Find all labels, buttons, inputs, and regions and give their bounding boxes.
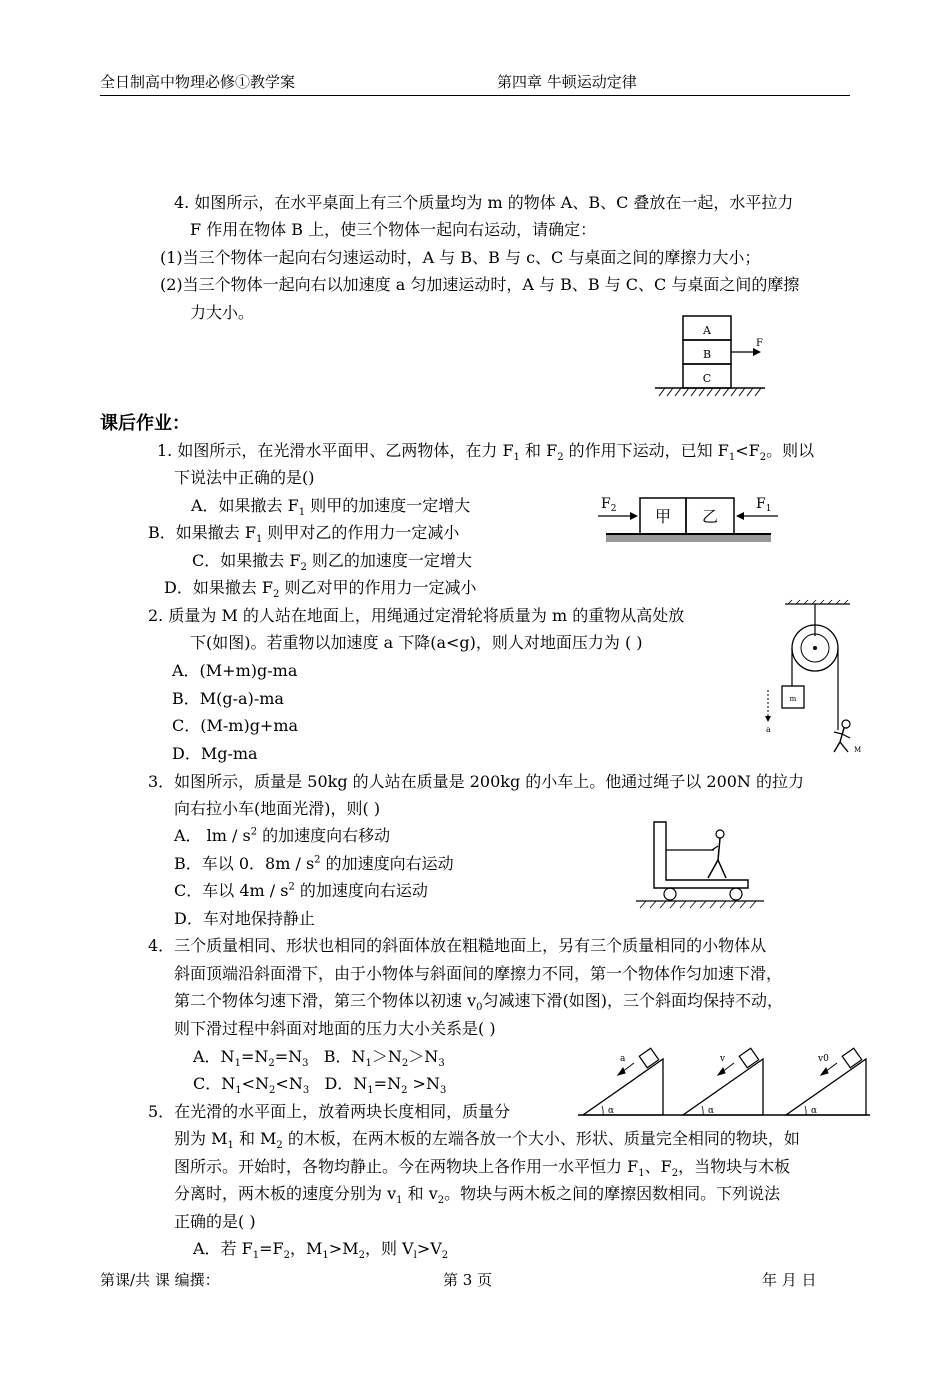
hw-q5-line1: 5．在光滑的水平面上，放着两块长度相同，质量分 — [148, 1102, 511, 1121]
homework-title: 课后作业： — [100, 413, 190, 434]
two-blocks-figure — [598, 492, 773, 552]
f1-label: $F_1$ — [756, 496, 772, 514]
footer-date: 年 月 日 — [762, 1271, 817, 1289]
block-b-label: B — [702, 348, 712, 361]
accel-a-label: a — [766, 725, 771, 734]
q4-line4: (2)当三个物体一起向右以加速度 a 匀加速运动时，A 与 B、B 与 C、C 与桌面之间的摩擦 — [160, 275, 800, 294]
hw-q3-line1: 3．如图所示，质量是 50kg 的人站在质量是 200kg 的小车上。他通过绳子以 200N 的拉力 — [148, 772, 805, 791]
hw-q5-line4: 分离时，两木板的速度分别为 $v_1$ 和 $v_2$。物块与两木板之间的摩擦因数相同。下列说法 — [174, 1184, 781, 1207]
incline1-alpha-label: α — [608, 1106, 615, 1116]
block-a-label: A — [703, 324, 711, 337]
incline3-alpha-label: α — [811, 1106, 818, 1116]
incline1-a-label: a — [620, 1054, 626, 1064]
hw-q3-option-c: C．车以 $4m / s^2$ 的加速度向右运动 — [174, 881, 428, 900]
hw-q1-option-d: D．如果撤去 $F_2$ 则乙对甲的作用力一定减小 — [164, 578, 477, 601]
hw-q1-line1: 1. 如图所示，在光滑水平面甲、乙两物体，在力 $F_1$ 和 $F_2$ 的作用下运动，已知 $F_1<F_2$。则以 — [157, 441, 815, 464]
hw-q3-option-b: B．车以 0．$8m / s^2$ 的加速度向右运动 — [174, 854, 454, 873]
hw-q3-option-a: A． lm / $s^2$ 的加速度向右移动 — [174, 826, 391, 845]
hw-q2-option-c: C．(M-m)g+ma — [172, 716, 299, 735]
inclines-figure — [578, 1043, 870, 1119]
header-left: 全日制高中物理必修①教学案 — [100, 73, 296, 91]
incline2-alpha-label: α — [708, 1106, 715, 1116]
hw-q5-option-a: A．若 $F_1=F_2$，$M_1>M_2$，则 $V_l>V_2$ — [193, 1239, 449, 1262]
hw-q2-option-d: D．Mg-ma — [172, 744, 258, 763]
stacked-blocks-figure — [655, 312, 770, 402]
person-m-label: M — [854, 746, 862, 754]
header-right: 第四章 牛顿运动定律 — [497, 73, 637, 91]
hw-q4-options-ab: A．$N_1=N_2=N_3$ B．$N_1>N_2>N_3$ — [193, 1047, 445, 1070]
hw-q1-line2: 下说法中正确的是() — [174, 468, 315, 487]
jia-label: 甲 — [654, 507, 672, 526]
weight-m-label: m — [789, 695, 797, 703]
incline3-v0-label: v0 — [818, 1054, 829, 1064]
hw-q4-line1: 4．三个质量相同、形状也相同的斜面体放在粗糙地面上，另有三个质量相同的小物体从 — [148, 936, 767, 955]
hw-q2-line1: 2. 质量为 M 的人站在地面上，用绳通过定滑轮将质量为 m 的重物从高处放 — [148, 606, 685, 625]
hw-q4-line4: 则下滑过程中斜面对地面的压力大小关系是( ) — [174, 1019, 496, 1038]
cart-figure — [636, 818, 766, 910]
hw-q5-line2: 别为 $M_1$ 和 $M_2$ 的木板，在两木板的左端各放一个大小、形状、质量完全相同的物块，如 — [174, 1129, 800, 1152]
q4-line1: 4. 如图所示，在水平桌面上有三个质量均为 m 的物体 A、B、C 叠放在一起，水平拉力 — [174, 193, 794, 212]
hw-q2-line2: 下(如图)。若重物以加速度 a 下降(a<g)，则人对地面压力为 ( ) — [190, 633, 643, 652]
hw-q2-option-b: B．M(g-a)-ma — [172, 689, 284, 708]
q4-line5: 力大小。 — [190, 303, 255, 322]
yi-label: 乙 — [701, 507, 719, 526]
header-rule — [100, 95, 850, 96]
incline2-v-label: v — [720, 1054, 726, 1064]
hw-q4-options-cd: C．$N_1<N_2<N_3$ D．$N_1=N_2 >N_3$ — [193, 1074, 447, 1097]
hw-q1-option-c: C．如果撤去 $F_2$ 则乙的加速度一定增大 — [192, 551, 472, 574]
hw-q1-option-a: A．如果撤去 $F_1$ 则甲的加速度一定增大 — [191, 496, 471, 519]
hw-q3-line2: 向右拉小车(地面光滑)，则( ) — [174, 799, 381, 818]
hw-q4-line3: 第二个物体匀速下滑，第三个物体以初速 $v_0$匀减速下滑(如图)，三个斜面均保持不动， — [174, 991, 784, 1014]
hw-q5-line5: 正确的是( ) — [174, 1212, 256, 1231]
f2-label: $F_2$ — [601, 496, 617, 514]
pulley-figure — [760, 600, 860, 760]
hw-q5-line3: 图所示。开始时，各物均静止。今在两物块上各作用一水平恒力 $F_1$、$F_2$，当物块与木板 — [174, 1157, 791, 1180]
hw-q1-option-b: B．如果撤去 $F_1$ 则甲对乙的作用力一定减小 — [148, 523, 460, 546]
hw-q4-line2: 斜面顶端沿斜面滑下，由于小物体与斜面间的摩擦力不同，第一个物体作匀加速下滑， — [174, 964, 783, 983]
footer-left: 第课/共 课 编撰： — [100, 1271, 220, 1289]
q4-line3: (1)当三个物体一起向右匀速运动时，A 与 B、B 与 c、C 与桌面之间的摩擦力大小； — [160, 248, 761, 267]
hw-q2-option-a: A．(M+m)g-ma — [172, 661, 298, 680]
footer-page: 第 3 页 — [443, 1271, 493, 1289]
hw-q3-option-d: D．车对地保持静止 — [174, 909, 315, 928]
q4-line2: F 作用在物体 B 上，使三个物体一起向右运动，请确定： — [190, 220, 597, 239]
force-f-label: F — [756, 338, 763, 349]
block-c-label: C — [702, 372, 712, 385]
